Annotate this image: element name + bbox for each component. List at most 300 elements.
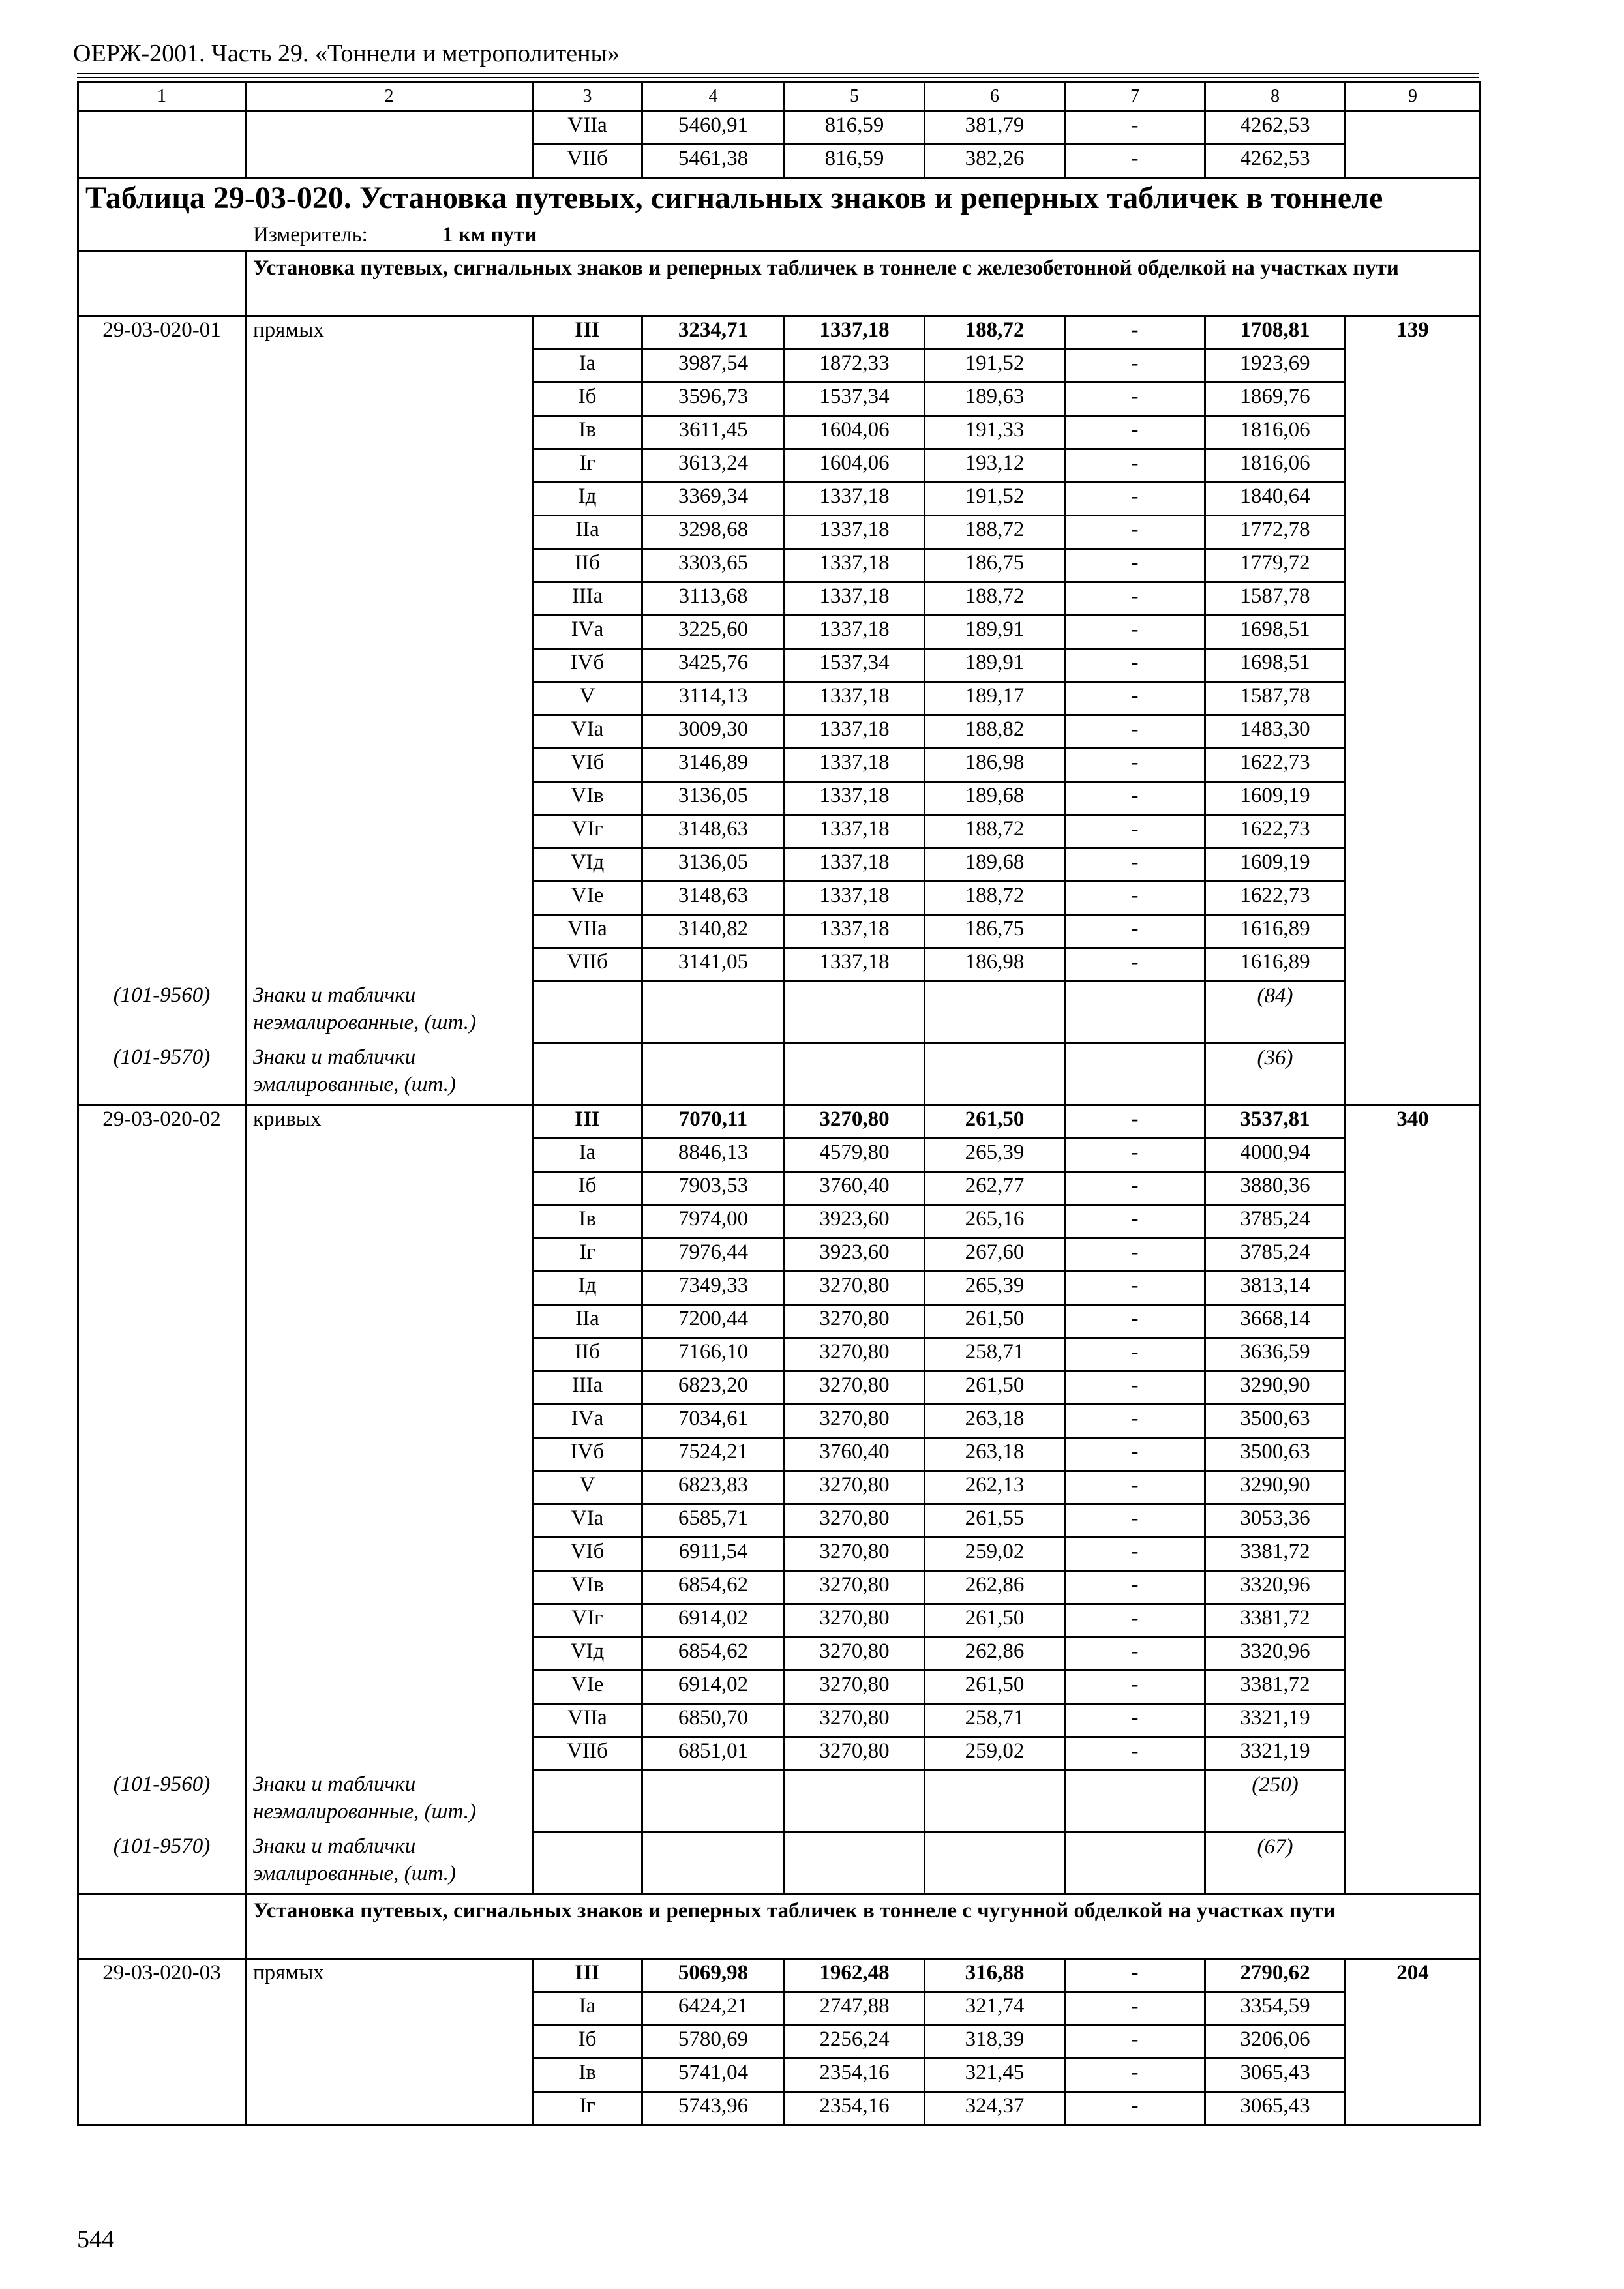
value-cell: 3320,96: [1205, 1638, 1346, 1671]
zone-cell: Iб: [533, 1172, 642, 1205]
value-cell: 7974,00: [642, 1205, 785, 1238]
code-cell: [78, 715, 246, 749]
labor-cell: [1346, 1737, 1481, 1771]
value-cell: 7034,61: [642, 1405, 785, 1438]
value-cell: 7903,53: [642, 1172, 785, 1205]
value-cell: 1698,51: [1205, 616, 1346, 649]
table-row: [78, 1704, 1481, 1737]
labor-cell: [1346, 948, 1481, 981]
name-cell: [246, 1671, 533, 1704]
table-row: [78, 1172, 1481, 1205]
table-row: [78, 549, 1481, 582]
labor-cell: [1346, 1272, 1481, 1305]
value-cell: 321,45: [925, 2059, 1065, 2092]
value-cell: 816,59: [785, 145, 925, 178]
empty-cell: [533, 1771, 642, 1833]
code-cell: [78, 549, 246, 582]
table-row: [78, 1205, 1481, 1238]
value-cell: 3270,80: [785, 1305, 925, 1338]
code-cell: [78, 1704, 246, 1737]
value-cell: 6911,54: [642, 1538, 785, 1571]
value-cell: -: [1065, 2059, 1205, 2092]
value-cell: 324,37: [925, 2092, 1065, 2125]
value-cell: 3148,63: [642, 882, 785, 915]
code-cell: 29-03-020-02: [78, 1105, 246, 1139]
empty-cell: [1065, 1771, 1205, 1833]
zone-cell: VIв: [533, 1571, 642, 1604]
value-cell: 1337,18: [785, 749, 925, 782]
value-cell: -: [1065, 1238, 1205, 1272]
value-cell: 5460,91: [642, 112, 785, 145]
table-row: [78, 749, 1481, 782]
value-cell: 188,82: [925, 715, 1065, 749]
value-cell: 265,39: [925, 1139, 1065, 1172]
section-heading-row: [78, 252, 1481, 316]
zone-cell: VIв: [533, 782, 642, 815]
value-cell: 5741,04: [642, 2059, 785, 2092]
code-cell: [78, 416, 246, 449]
labor-cell: [1346, 682, 1481, 715]
section-spacer: [78, 1894, 246, 1959]
labor-cell: [1346, 1538, 1481, 1571]
measure-label: Измеритель:: [253, 223, 368, 247]
value-cell: 262,86: [925, 1638, 1065, 1671]
value-cell: 4579,80: [785, 1139, 925, 1172]
value-cell: 3146,89: [642, 749, 785, 782]
code-cell: [78, 848, 246, 882]
resource-note-row: [78, 1043, 1481, 1105]
table-row: [78, 1338, 1481, 1371]
zone-cell: VIIа: [533, 915, 642, 948]
code-cell: [78, 350, 246, 383]
table-row: [78, 2092, 1481, 2125]
table-row: [78, 1571, 1481, 1604]
code-cell: [78, 749, 246, 782]
code-cell: [78, 882, 246, 915]
value-cell: 3785,24: [1205, 1205, 1346, 1238]
name-cell: [246, 1538, 533, 1571]
labor-cell: [1346, 1405, 1481, 1438]
zone-cell: III: [533, 1105, 642, 1139]
value-cell: 3290,90: [1205, 1371, 1346, 1405]
code-cell: [78, 1405, 246, 1438]
labor-cell: [1346, 915, 1481, 948]
value-cell: 6854,62: [642, 1638, 785, 1671]
value-cell: -: [1065, 1205, 1205, 1238]
empty-cell: [925, 1043, 1065, 1105]
value-cell: -: [1065, 1338, 1205, 1371]
value-cell: 189,17: [925, 682, 1065, 715]
labor-cell: [1346, 1638, 1481, 1671]
name-cell: [246, 715, 533, 749]
value-cell: -: [1065, 350, 1205, 383]
value-cell: -: [1065, 948, 1205, 981]
zone-cell: IIб: [533, 1338, 642, 1371]
value-cell: -: [1065, 848, 1205, 882]
value-cell: 318,39: [925, 2026, 1065, 2059]
value-cell: 381,79: [925, 112, 1065, 145]
value-cell: 189,91: [925, 616, 1065, 649]
value-cell: 5461,38: [642, 145, 785, 178]
resource-qty: (36): [1205, 1043, 1346, 1105]
code-cell: [78, 516, 246, 549]
table-row: [78, 1992, 1481, 2026]
labor-cell: [1346, 1305, 1481, 1338]
code-cell: [78, 582, 246, 616]
value-cell: 262,86: [925, 1571, 1065, 1604]
labor-cell: [1346, 882, 1481, 915]
name-cell: [246, 1238, 533, 1272]
zone-cell: IIа: [533, 1305, 642, 1338]
zone-cell: Iв: [533, 416, 642, 449]
value-cell: 3537,81: [1205, 1105, 1346, 1139]
value-cell: 1869,76: [1205, 383, 1346, 416]
value-cell: 3369,34: [642, 483, 785, 516]
name-cell: прямых: [246, 316, 533, 350]
resource-note-row: [78, 981, 1481, 1043]
page-number: 544: [77, 2226, 114, 2253]
empty-cell: [642, 1043, 785, 1105]
value-cell: 1337,18: [785, 915, 925, 948]
zone-cell: VIе: [533, 1671, 642, 1704]
value-cell: -: [1065, 2092, 1205, 2125]
value-cell: 261,50: [925, 1305, 1065, 1338]
value-cell: 1923,69: [1205, 350, 1346, 383]
measure-cell: [78, 222, 1481, 252]
value-cell: 3225,60: [642, 616, 785, 649]
value-cell: 1609,19: [1205, 848, 1346, 882]
empty-cell: [785, 1771, 925, 1833]
column-number: 3: [533, 82, 642, 112]
empty-cell: [785, 981, 925, 1043]
value-cell: 3923,60: [785, 1205, 925, 1238]
section-spacer: [78, 252, 246, 316]
name-cell: [246, 1338, 533, 1371]
labor-cell: [1346, 715, 1481, 749]
value-cell: 3113,68: [642, 582, 785, 616]
zone-cell: V: [533, 682, 642, 715]
value-cell: 1337,18: [785, 882, 925, 915]
header-rule: [77, 77, 1479, 78]
value-cell: 6585,71: [642, 1504, 785, 1538]
value-cell: 1483,30: [1205, 715, 1346, 749]
table-row: [78, 416, 1481, 449]
zone-cell: VIд: [533, 1638, 642, 1671]
value-cell: 1587,78: [1205, 682, 1346, 715]
value-cell: 186,98: [925, 749, 1065, 782]
value-cell: 3234,71: [642, 316, 785, 350]
value-cell: -: [1065, 715, 1205, 749]
zone-cell: III: [533, 316, 642, 350]
value-cell: -: [1065, 416, 1205, 449]
name-cell: [246, 649, 533, 682]
code-cell: [78, 1272, 246, 1305]
value-cell: 1537,34: [785, 383, 925, 416]
value-cell: 186,75: [925, 549, 1065, 582]
value-cell: 3270,80: [785, 1504, 925, 1538]
table-row: [78, 1139, 1481, 1172]
value-cell: 3065,43: [1205, 2059, 1346, 2092]
section-heading-row: [78, 1894, 1481, 1959]
table-row: [78, 1405, 1481, 1438]
name-cell: [246, 483, 533, 516]
value-cell: 1609,19: [1205, 782, 1346, 815]
value-cell: 3321,19: [1205, 1704, 1346, 1737]
value-cell: 1337,18: [785, 616, 925, 649]
code-cell: [78, 782, 246, 815]
value-cell: 189,68: [925, 848, 1065, 882]
value-cell: 6914,02: [642, 1604, 785, 1638]
value-cell: -: [1065, 1571, 1205, 1604]
value-cell: 3303,65: [642, 549, 785, 582]
labor-cell: [1346, 383, 1481, 416]
zone-cell: VIIа: [533, 112, 642, 145]
value-cell: -: [1065, 2026, 1205, 2059]
value-cell: 1604,06: [785, 449, 925, 483]
resource-name: Знаки и таблички эмалированные, (шт.): [246, 1833, 533, 1894]
value-cell: 7349,33: [642, 1272, 785, 1305]
value-cell: 3053,36: [1205, 1504, 1346, 1538]
running-header: ОЕРЖ-2001. Часть 29. «Тоннели и метрополитены»: [73, 40, 620, 67]
value-cell: 7070,11: [642, 1105, 785, 1139]
table-row: [78, 383, 1481, 416]
value-cell: -: [1065, 1371, 1205, 1405]
resource-name: Знаки и таблички эмалированные, (шт.): [246, 1043, 533, 1105]
value-cell: 189,91: [925, 649, 1065, 682]
value-cell: 1337,18: [785, 948, 925, 981]
value-cell: -: [1065, 1305, 1205, 1338]
zone-cell: Iб: [533, 2026, 642, 2059]
value-cell: 3320,96: [1205, 1571, 1346, 1604]
code-cell: [78, 112, 246, 145]
table-row: [78, 1538, 1481, 1571]
name-cell: [246, 2092, 533, 2125]
labor-cell: [1346, 1139, 1481, 1172]
value-cell: 3270,80: [785, 1405, 925, 1438]
zone-cell: VIа: [533, 1504, 642, 1538]
name-cell: [246, 815, 533, 848]
value-cell: 1622,73: [1205, 815, 1346, 848]
table-row: [78, 815, 1481, 848]
value-cell: 3298,68: [642, 516, 785, 549]
name-cell: [246, 1992, 533, 2026]
code-cell: [78, 948, 246, 981]
empty-cell: [925, 1771, 1065, 1833]
empty-cell: [785, 1833, 925, 1894]
value-cell: 3381,72: [1205, 1671, 1346, 1704]
value-cell: 1816,06: [1205, 449, 1346, 483]
name-cell: [246, 549, 533, 582]
zone-cell: Iа: [533, 1992, 642, 2026]
zone-cell: IVб: [533, 649, 642, 682]
value-cell: 4262,53: [1205, 145, 1346, 178]
value-cell: 1337,18: [785, 582, 925, 616]
code-cell: [78, 1238, 246, 1272]
name-cell: [246, 1305, 533, 1338]
value-cell: 3381,72: [1205, 1604, 1346, 1638]
labor-cell: 204: [1346, 1959, 1481, 1992]
value-cell: 316,88: [925, 1959, 1065, 1992]
value-cell: 1337,18: [785, 715, 925, 749]
value-cell: -: [1065, 516, 1205, 549]
zone-cell: VIд: [533, 848, 642, 882]
value-cell: -: [1065, 649, 1205, 682]
value-cell: 3136,05: [642, 848, 785, 882]
resource-code: (101-9560): [78, 1771, 246, 1833]
value-cell: 258,71: [925, 1338, 1065, 1371]
code-cell: [78, 1139, 246, 1172]
labor-cell: [1346, 449, 1481, 483]
code-cell: [78, 1504, 246, 1538]
value-cell: 3141,05: [642, 948, 785, 981]
code-cell: [78, 2059, 246, 2092]
name-cell: [246, 1438, 533, 1471]
labor-cell: [1346, 549, 1481, 582]
labor-cell: [1346, 649, 1481, 682]
value-cell: 1816,06: [1205, 416, 1346, 449]
empty-cell: [925, 1833, 1065, 1894]
labor-cell: [1346, 1438, 1481, 1471]
zone-cell: Iг: [533, 449, 642, 483]
value-cell: -: [1065, 449, 1205, 483]
column-number: 7: [1065, 82, 1205, 112]
resource-name: Знаки и таблички неэмалированные, (шт.): [246, 981, 533, 1043]
zone-cell: IIб: [533, 549, 642, 582]
column-number: 8: [1205, 82, 1346, 112]
empty-cell: [533, 1833, 642, 1894]
table-row: [78, 316, 1481, 350]
value-cell: 3148,63: [642, 815, 785, 848]
value-cell: 2354,16: [785, 2092, 925, 2125]
zone-cell: Iг: [533, 1238, 642, 1272]
code-cell: [78, 1471, 246, 1504]
table-row: [78, 1371, 1481, 1405]
value-cell: 3270,80: [785, 1371, 925, 1405]
labor-cell: [1346, 2026, 1481, 2059]
zone-cell: Iв: [533, 2059, 642, 2092]
name-cell: прямых: [246, 1959, 533, 1992]
labor-cell: [1346, 1704, 1481, 1737]
value-cell: 193,12: [925, 449, 1065, 483]
empty-cell: [1346, 145, 1481, 178]
value-cell: 3270,80: [785, 1604, 925, 1638]
value-cell: 1337,18: [785, 682, 925, 715]
value-cell: 4000,94: [1205, 1139, 1346, 1172]
value-cell: 186,75: [925, 915, 1065, 948]
value-cell: -: [1065, 882, 1205, 915]
column-number: 5: [785, 82, 925, 112]
value-cell: 267,60: [925, 1238, 1065, 1272]
empty-cell: [1065, 981, 1205, 1043]
value-cell: 3636,59: [1205, 1338, 1346, 1371]
name-cell: [246, 2026, 533, 2059]
value-cell: 3114,13: [642, 682, 785, 715]
value-cell: 259,02: [925, 1538, 1065, 1571]
labor-cell: [1346, 815, 1481, 848]
value-cell: 191,52: [925, 350, 1065, 383]
table-row: [78, 948, 1481, 981]
name-cell: [246, 1638, 533, 1671]
value-cell: 1537,34: [785, 649, 925, 682]
name-cell: [246, 1172, 533, 1205]
value-cell: 3500,63: [1205, 1405, 1346, 1438]
value-cell: 6823,83: [642, 1471, 785, 1504]
value-cell: 3270,80: [785, 1671, 925, 1704]
value-cell: 261,55: [925, 1504, 1065, 1538]
name-cell: [246, 582, 533, 616]
table-row: [78, 483, 1481, 516]
labor-cell: [1346, 749, 1481, 782]
code-cell: [78, 449, 246, 483]
name-cell: [246, 383, 533, 416]
name-cell: кривых: [246, 1105, 533, 1139]
labor-cell: [1346, 350, 1481, 383]
value-cell: 1337,18: [785, 815, 925, 848]
table-row: [78, 848, 1481, 882]
code-cell: 29-03-020-01: [78, 316, 246, 350]
zone-cell: Iд: [533, 1272, 642, 1305]
value-cell: -: [1065, 1105, 1205, 1139]
value-cell: -: [1065, 1737, 1205, 1771]
empty-cell: [642, 1771, 785, 1833]
name-cell: [246, 948, 533, 981]
table-title: Таблица 29-03-020. Установка путевых, сигнальных знаков и реперных табличек в тоннеле: [78, 178, 1481, 222]
table-row: [78, 782, 1481, 815]
value-cell: -: [1065, 1504, 1205, 1538]
code-cell: [78, 2026, 246, 2059]
value-cell: 189,68: [925, 782, 1065, 815]
value-cell: 188,72: [925, 582, 1065, 616]
table-row: [78, 1504, 1481, 1538]
value-cell: 3668,14: [1205, 1305, 1346, 1338]
value-cell: 1337,18: [785, 516, 925, 549]
value-cell: -: [1065, 1992, 1205, 2026]
value-cell: 191,52: [925, 483, 1065, 516]
name-cell: [246, 416, 533, 449]
empty-cell: [642, 1833, 785, 1894]
value-cell: 1622,73: [1205, 749, 1346, 782]
value-cell: 3206,06: [1205, 2026, 1346, 2059]
labor-cell: [1346, 2059, 1481, 2092]
name-cell: [246, 848, 533, 882]
value-cell: -: [1065, 145, 1205, 178]
table-row: [78, 2026, 1481, 2059]
section-heading: Установка путевых, сигнальных знаков и реперных табличек в тоннеле с чугунной обделкой на участках пути: [246, 1894, 1481, 1959]
value-cell: 3009,30: [642, 715, 785, 749]
value-cell: 321,74: [925, 1992, 1065, 2026]
zone-cell: VIг: [533, 1604, 642, 1638]
name-cell: [246, 1371, 533, 1405]
value-cell: 3500,63: [1205, 1438, 1346, 1471]
value-cell: 3760,40: [785, 1172, 925, 1205]
empty-cell: [1346, 1043, 1481, 1105]
zone-cell: VIб: [533, 1538, 642, 1571]
value-cell: 1337,18: [785, 782, 925, 815]
empty-cell: [785, 1043, 925, 1105]
code-cell: [78, 1638, 246, 1671]
value-cell: 7976,44: [642, 1238, 785, 1272]
value-cell: -: [1065, 483, 1205, 516]
value-cell: 189,63: [925, 383, 1065, 416]
price-table: [77, 81, 1481, 2126]
zone-cell: VIг: [533, 815, 642, 848]
code-cell: [78, 682, 246, 715]
value-cell: 3065,43: [1205, 2092, 1346, 2125]
value-cell: 188,72: [925, 516, 1065, 549]
value-cell: 1840,64: [1205, 483, 1346, 516]
zone-cell: Iв: [533, 1205, 642, 1238]
name-cell: [246, 449, 533, 483]
